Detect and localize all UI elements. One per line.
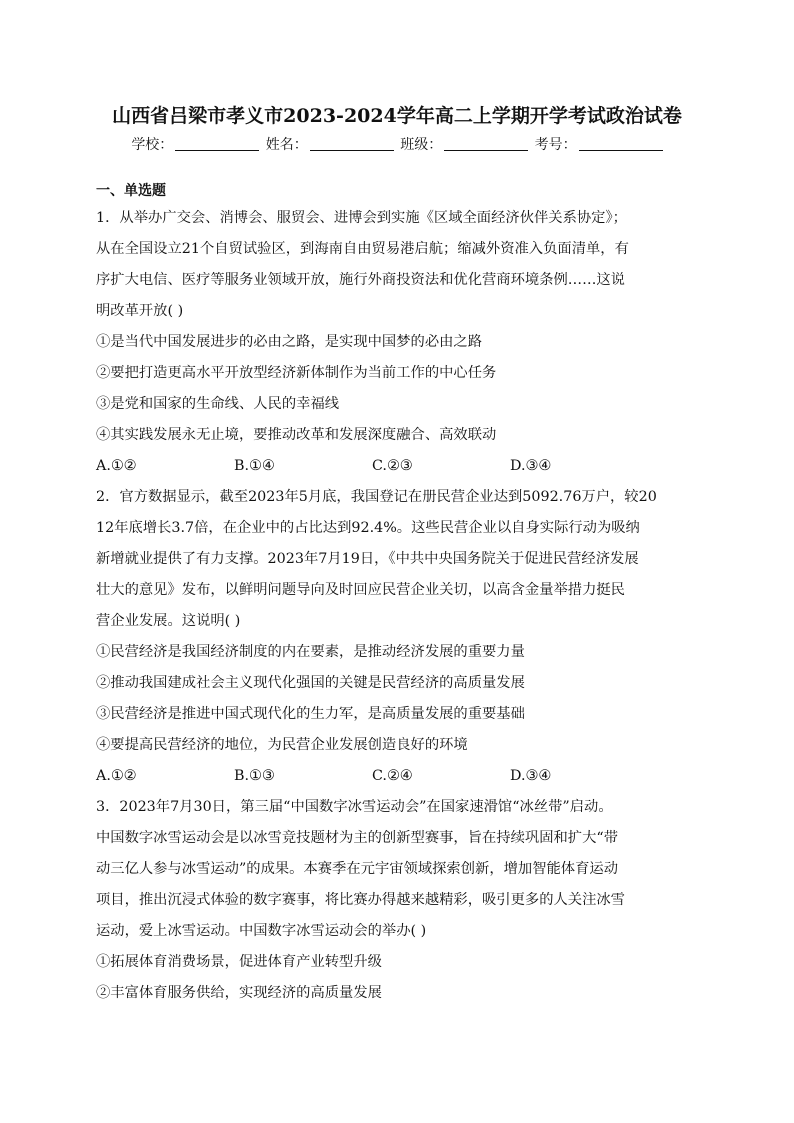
section-heading: 一、单选题 — [96, 183, 166, 199]
question-stem-line: 从在全国设立21个自贸试验区，到海南自由贸易港启航；缩减外资准入负面清单，有 — [96, 241, 629, 257]
field-label: 班级： — [400, 137, 443, 153]
question-2 — [96, 482, 702, 792]
answer-options — [96, 761, 702, 792]
option-a[interactable]: A.①② — [96, 768, 137, 784]
question-stem-line: 新增就业提供了有力支撑。2023年7月19日，《中共中央国务院关于促进民营经济发展 — [96, 551, 639, 567]
statement-2: ②推动我国建成社会主义现代化强国的关键是民营经济的高质量发展 — [96, 675, 525, 691]
exam-title: 山西省吕梁市孝义市2023-2024学年高二上学期开学考试政治试卷 — [112, 105, 682, 127]
question-3 — [96, 792, 702, 1009]
question-stem-line: 序扩大电信、医疗等服务业领域开放，施行外商投资法和优化营商环境条例……这说 — [96, 272, 625, 288]
field-label: 考号： — [534, 137, 577, 153]
field-exam-number — [535, 134, 663, 156]
field-school — [131, 134, 259, 156]
class-blank[interactable] — [444, 136, 528, 151]
question-1 — [96, 203, 702, 482]
statement-1: ①是当代中国发展进步的必由之路，是实现中国梦的必由之路 — [96, 334, 483, 350]
question-stem-line: 动三亿人参与冰雪运动”的成果。本赛季在元宇宙领域探索创新，增加智能体育运动 — [96, 861, 618, 877]
question-stem-line: 中国数字冰雪运动会是以冰雪竞技题材为主的创新型赛事，旨在持续巩固和扩大“带 — [96, 830, 618, 846]
exam-number-blank[interactable] — [579, 136, 663, 151]
question-stem-line: 1．从举办广交会、消博会、服贸会、进博会到实施《区域全面经济伙伴关系协定》； — [96, 210, 627, 226]
school-blank[interactable] — [175, 136, 259, 151]
student-info-fields — [0, 134, 794, 156]
questions-body — [96, 203, 702, 1009]
option-c[interactable]: C.②③ — [372, 458, 413, 474]
question-stem-line: 3．2023年7月30日，第三届“中国数字冰雪运动会”在国家速滑馆“冰丝带”启动。 — [96, 799, 613, 815]
field-label: 姓名： — [265, 137, 308, 153]
option-d[interactable]: D.③④ — [510, 768, 552, 784]
field-name — [266, 134, 394, 156]
option-a[interactable]: A.①② — [96, 458, 137, 474]
answer-options — [96, 451, 702, 482]
option-c[interactable]: C.②④ — [372, 768, 413, 784]
question-stem-line: 项目，推出沉浸式体验的数字赛事，将比赛办得越来越精彩，吸引更多的人关注冰雪 — [96, 892, 625, 908]
option-b[interactable]: B.①③ — [234, 768, 275, 784]
statement-4: ④要提高民营经济的地位，为民营企业发展创造良好的环境 — [96, 737, 468, 753]
statement-1: ①民营经济是我国经济制度的内在要素，是推动经济发展的重要力量 — [96, 644, 525, 660]
name-blank[interactable] — [310, 136, 394, 151]
field-label: 学校： — [131, 137, 174, 153]
option-b[interactable]: B.①④ — [234, 458, 275, 474]
question-stem-line: 壮大的意见》发布，以鲜明问题导向及时回应民营企业关切，以高含金量举措力挺民 — [96, 582, 625, 598]
statement-1: ①拓展体育消费场景，促进体育产业转型升级 — [96, 954, 382, 970]
question-stem-line: 2．官方数据显示，截至2023年5月底，我国登记在册民营企业达到5092.76万户，较20 — [96, 489, 657, 505]
question-stem-line: 明改革开放( ) — [96, 303, 184, 319]
statement-2: ②丰富体育服务供给，实现经济的高质量发展 — [96, 985, 382, 1001]
statement-4: ④其实践发展永无止境，要推动改革和发展深度融合、高效联动 — [96, 427, 497, 443]
option-d[interactable]: D.③④ — [510, 458, 552, 474]
question-stem-line: 12年底增长3.7倍，在企业中的占比达到92.4%。这些民营企业以自身实际行动为吸纳 — [96, 520, 640, 536]
statement-2: ②要把打造更高水平开放型经济新体制作为当前工作的中心任务 — [96, 365, 497, 381]
statement-3: ③民营经济是推进中国式现代化的生力军，是高质量发展的重要基础 — [96, 706, 525, 722]
statement-3: ③是党和国家的生命线、人民的幸福线 — [96, 396, 340, 412]
question-stem-line: 营企业发展。这说明( ) — [96, 613, 241, 629]
field-class — [400, 134, 528, 156]
question-stem-line: 运动，爱上冰雪运动。中国数字冰雪运动会的举办( ) — [96, 923, 427, 939]
